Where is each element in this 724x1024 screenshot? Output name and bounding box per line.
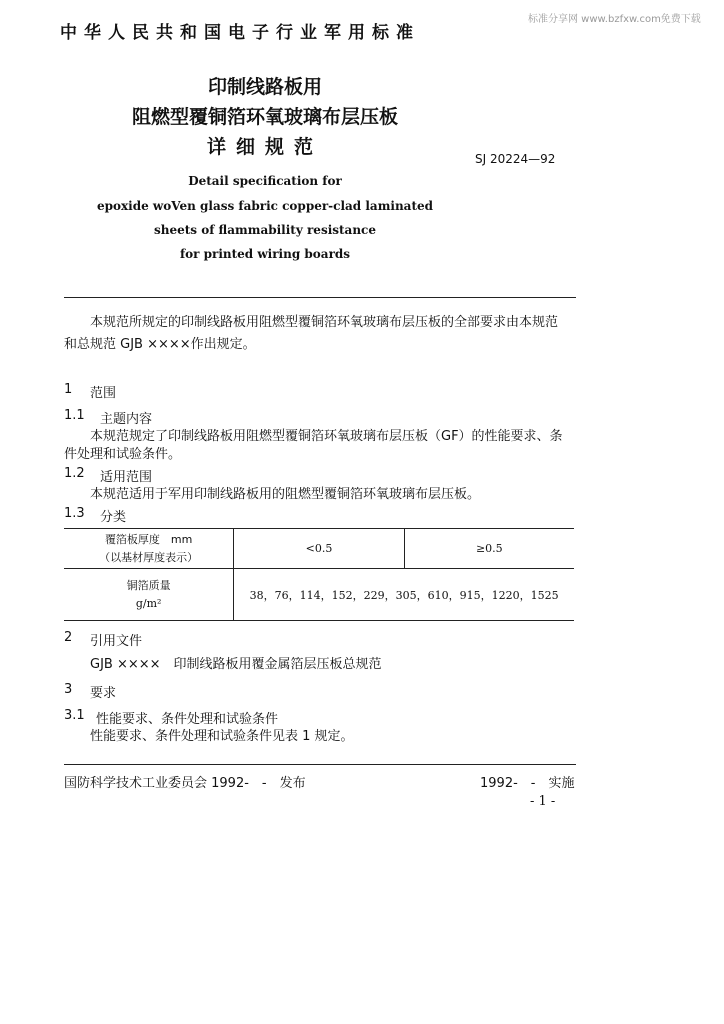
section-1-1-line2: 件处理和试验条件。: [64, 447, 182, 462]
copper-mass-unit: g/m²: [135, 596, 162, 610]
copper-mass-label-cell: [64, 569, 234, 621]
copper-mass-values: 38，76，114，152，229，305，610，915，1220，1525: [234, 569, 574, 621]
thickness-label-note: （以基材厚度表示）: [99, 550, 199, 564]
section-2-title: 引用文件: [90, 634, 143, 649]
cn-title-line3: 详细规范: [206, 136, 323, 158]
section-1-2-title: 适用范围: [100, 470, 153, 485]
intro-line2: 和总规范 GJB ××××作出规定。: [64, 337, 256, 352]
section-3-1-title: 性能要求、条件处理和试验条件: [96, 712, 279, 727]
thickness-value-thin: <0.5: [234, 529, 404, 569]
intro-line1: 本规范所规定的印制线路板用阻燃型覆铜箔环氧玻璃布层压板的全部要求由本规范: [90, 315, 559, 330]
en-title-line3: sheets of flammability resistance: [153, 223, 376, 237]
section-1-3-title: 分类: [100, 510, 127, 525]
page-number: - 1 -: [530, 794, 556, 809]
en-title-line4: for printed wiring boards: [179, 247, 351, 261]
thickness-label: 覆箔板厚度 mm: [104, 532, 193, 546]
table-row: [64, 529, 574, 569]
cn-title-line1: 印制线路板用: [207, 76, 322, 98]
en-title-line2: epoxide woVen glass fabric copper-clad laminated: [96, 199, 434, 213]
section-1-2-number: 1.2: [64, 466, 85, 481]
section-3-1-text: 性能要求、条件处理和试验条件见表 1 规定。: [90, 729, 354, 744]
section-3-title: 要求: [90, 686, 117, 701]
section-1-1-title: 主题内容: [100, 412, 153, 427]
footer-divider: [64, 764, 576, 765]
effective-statement: 1992- - 实施: [480, 776, 575, 791]
en-title-line1: Detail specification for: [188, 174, 342, 188]
thickness-value-thick: ≥0.5: [404, 529, 574, 569]
section-3-1-number: 3.1: [64, 708, 85, 723]
thickness-label-cell: [64, 529, 234, 569]
section-2-number: 2: [64, 630, 73, 645]
standard-name: 中华人民共和国电子行业军用标准: [60, 23, 420, 43]
section-1-title: 范围: [90, 386, 117, 401]
copper-mass-label: 铜箔质量: [126, 578, 171, 592]
section-3-number: 3: [64, 682, 73, 697]
header-divider: [64, 297, 576, 298]
classification-table: [64, 528, 574, 621]
section-1-1-number: 1.1: [64, 408, 85, 423]
standard-code: SJ 20224—92: [475, 152, 556, 166]
section-2-text: GJB ×××× 印制线路板用覆金属箔层压板总规范: [90, 657, 382, 672]
issue-statement: 国防科学技术工业委员会 1992- - 发布: [64, 776, 306, 791]
table-row: [64, 569, 574, 621]
section-1-2-text: 本规范适用于军用印制线路板用的阻燃型覆铜箔环氧玻璃布层压板。: [90, 487, 481, 502]
section-1-number: 1: [64, 382, 73, 397]
section-1-1-line1: 本规范规定了印制线路板用阻燃型覆铜箔环氧玻璃布层压板（GF）的性能要求、条: [90, 429, 563, 444]
watermark: 标准分享网 www.bzfxw.com免费下载: [528, 14, 701, 25]
section-1-3-number: 1.3: [64, 506, 85, 521]
cn-title-line2: 阻燃型覆铜箔环氧玻璃布层压板: [131, 106, 398, 128]
